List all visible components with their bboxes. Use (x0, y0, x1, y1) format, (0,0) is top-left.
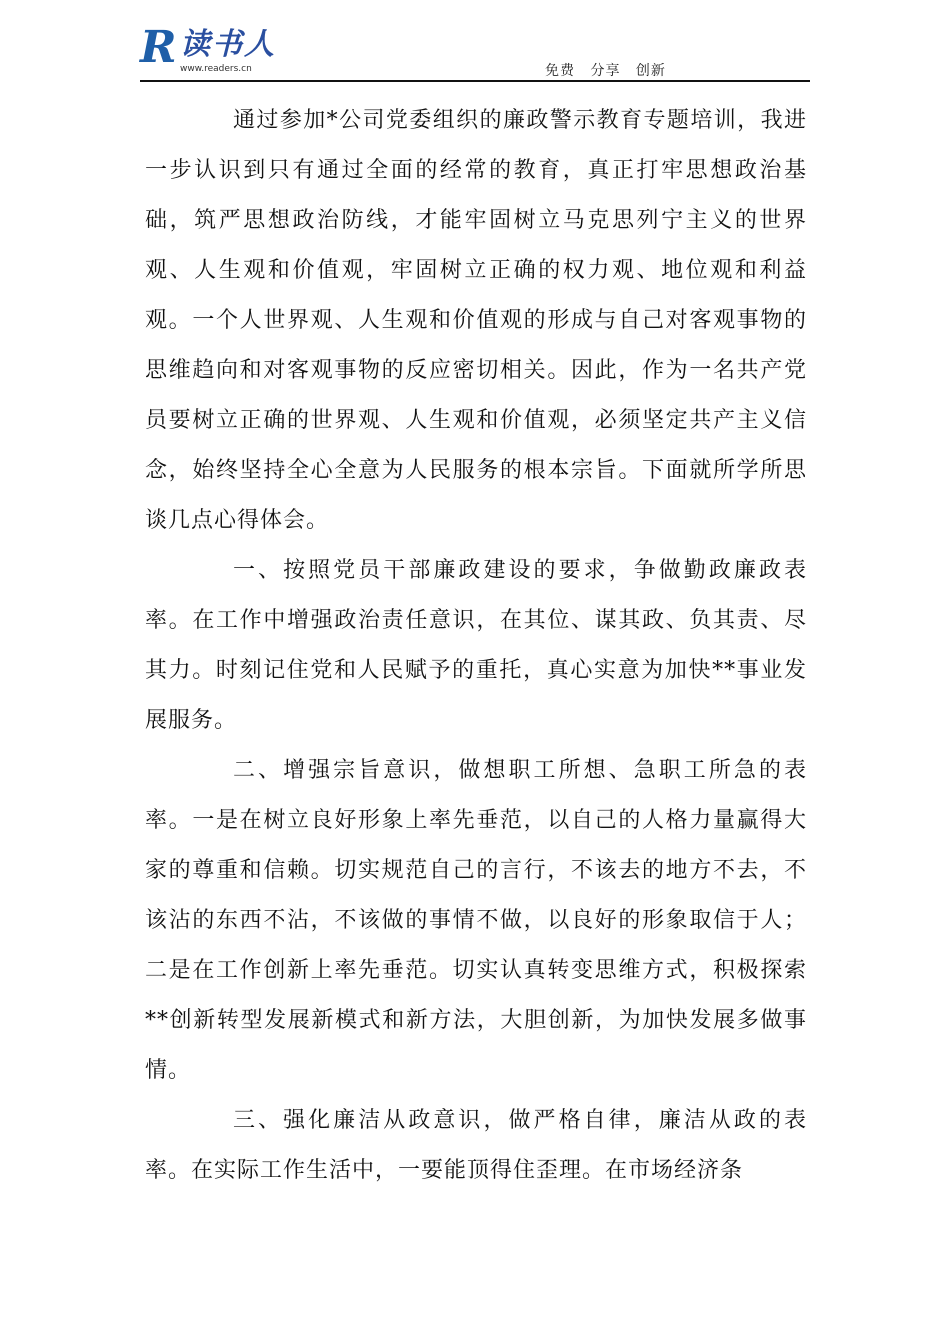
header-tagline: 免费 分享 创新 (545, 63, 666, 79)
site-logo[interactable] (140, 22, 290, 78)
logo-r-mark: R (140, 22, 177, 73)
header-divider (140, 80, 810, 82)
logo-url: www.readers.cn (180, 64, 252, 74)
paragraph-point-3: 三、强化廉洁从政意识，做严格自律，廉洁从政的表率。在实际工作生活中，一要能顶得住歪理。在市场经济条 (145, 1108, 807, 1183)
paragraph-point-2: 二、增强宗旨意识，做想职工所想、急职工所急的表率。一是在树立良好形象上率先垂范，以自己的人格力量赢得大家的尊重和信赖。切实规范自己的言行，不该去的地方不去，不该沾的东西不沾，不该做的事情不做，以良好的形象取信于人；二是在工作创新上率先垂范。切实认真转变思维方式，积极探索**创新转型发展新模式和新方法，大胆创新，为加快发展多做事情。 (145, 758, 807, 1083)
page-header (0, 0, 950, 90)
paragraph-point-1: 一、按照党员干部廉政建设的要求，争做勤政廉政表率。在工作中增强政治责任意识，在其位、谋其政、负其责、尽其力。时刻记住党和人民赋予的重托，真心实意为加快**事业发展服务。 (145, 558, 807, 733)
logo-text: 读书人 (180, 27, 276, 62)
document-body (145, 96, 807, 1196)
paragraph-intro: 通过参加*公司党委组织的廉政警示教育专题培训，我进一步认识到只有通过全面的经常的教育，真正打牢思想政治基础，筑严思想政治防线，才能牢固树立马克思列宁主义的世界观、人生观和价值观，牢固树立正确的权力观、地位观和利益观。一个人世界观、人生观和价值观的形成与自己对客观事物的思维趋向和对客观事物的反应密切相关。因此，作为一名共产党员要树立正确的世界观、人生观和价值观，必须坚定共产主义信念，始终坚持全心全意为人民服务的根本宗旨。下面就所学所思谈几点心得体会。 (145, 108, 807, 533)
